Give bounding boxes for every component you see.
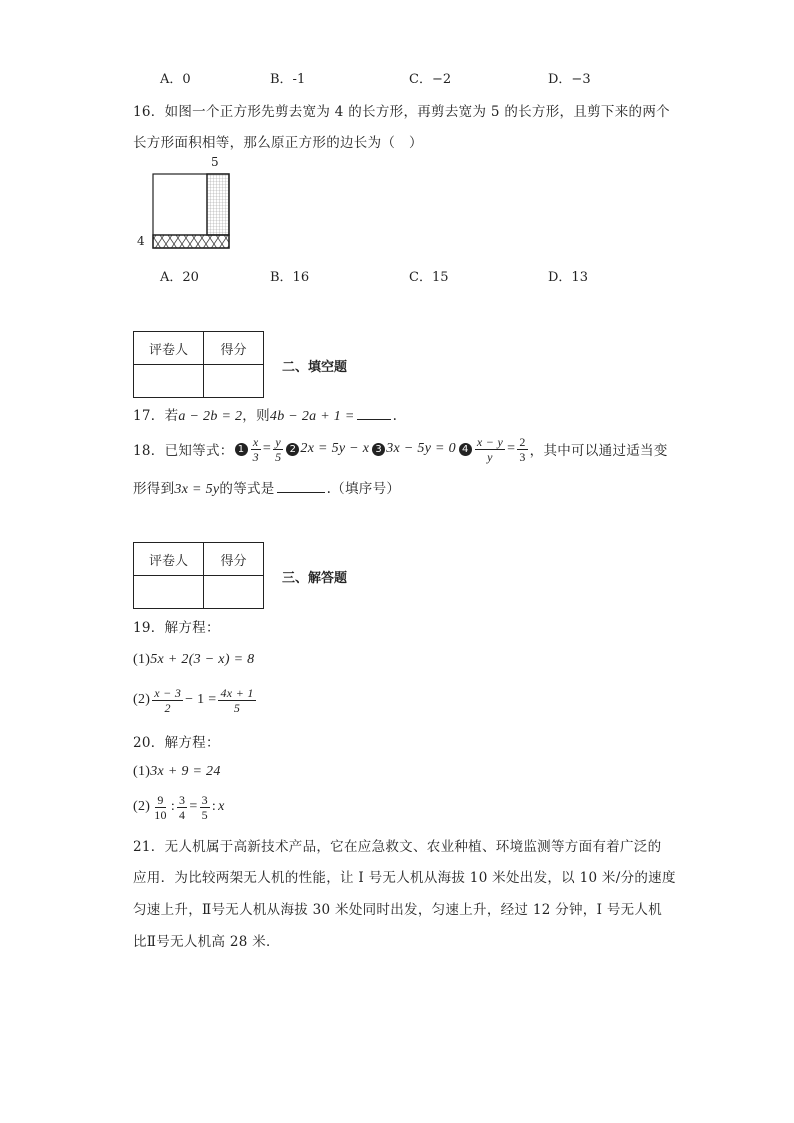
q16-option-c: C．15 bbox=[409, 270, 449, 285]
score-cell bbox=[204, 365, 264, 398]
e1-num-right: y bbox=[275, 434, 282, 449]
q16-option-a: A．20 bbox=[160, 270, 199, 285]
circled-4: 4 bbox=[459, 443, 472, 456]
q20-p1-label: (1) bbox=[133, 764, 151, 779]
q18-target-equation: 3x = 5y bbox=[174, 482, 220, 497]
q17-expression: 4b − 2a + 1 = bbox=[269, 409, 355, 424]
q18-tail: ，其中可以通过适当变 bbox=[529, 443, 668, 459]
q19-p2-den-left: 2 bbox=[164, 700, 171, 715]
q18-answer-blank bbox=[277, 482, 325, 493]
q20-part-2 bbox=[133, 790, 225, 824]
q20-p2-colon-2: : bbox=[211, 799, 217, 814]
section-3-title: 三、解答题 bbox=[282, 571, 348, 586]
q16-line-1: 16．如图一个正方形先剪去宽为 4 的长方形，再剪去宽为 5 的长方形，且剪下来的两个 bbox=[133, 104, 670, 120]
q20-p2-label: (2) bbox=[133, 799, 151, 814]
q19-part-1 bbox=[133, 651, 254, 668]
q18-line2-b: 的等式是 bbox=[219, 481, 275, 497]
q19-p2-num-left: x − 3 bbox=[154, 685, 182, 700]
q20-part-1 bbox=[133, 763, 221, 780]
q18-line2-c: .（填序号） bbox=[326, 481, 401, 497]
q19-p2-num-right: 4x + 1 bbox=[220, 685, 254, 700]
e1-num-left: x bbox=[252, 434, 259, 449]
q21-line-4: 比Ⅱ号无人机高 28 米． bbox=[133, 934, 280, 950]
q15-option-b: B．-1 bbox=[270, 72, 306, 87]
score-table-1 bbox=[133, 331, 264, 398]
q20-p2-colon-1: : bbox=[170, 799, 176, 814]
q21-line-3: 匀速上升，Ⅱ号无人机从海拔 30 米处同时出发，匀速上升，经过 12 分钟，I 号无人机 bbox=[133, 902, 663, 918]
e4-den: y bbox=[487, 449, 493, 464]
equation-3: 3x − 5y = 0 bbox=[386, 441, 456, 456]
q20-p2-d3: 5 bbox=[201, 807, 208, 822]
e4-num: x − y bbox=[476, 434, 504, 449]
q17-suffix: . bbox=[392, 408, 398, 424]
q17-mid: ，则 bbox=[242, 408, 270, 424]
q17-line bbox=[133, 404, 397, 425]
grader-header: 评卷人 bbox=[134, 332, 204, 365]
grader-header: 评卷人 bbox=[134, 543, 204, 576]
q18-line-2 bbox=[133, 477, 400, 498]
q20-p2-d2: 4 bbox=[179, 807, 186, 822]
q20-p2-equals: = bbox=[189, 799, 198, 814]
q19-part-2 bbox=[133, 683, 258, 717]
q19-p1-label: (1) bbox=[133, 652, 151, 667]
q17-answer-blank bbox=[357, 409, 391, 420]
e4-rhs-den: 3 bbox=[519, 449, 526, 464]
e4-rhs-num: 2 bbox=[519, 434, 526, 449]
q18-line-1 bbox=[133, 432, 668, 466]
q20-p2-n1: 9 bbox=[157, 792, 164, 807]
q20-p2-x: x bbox=[218, 799, 225, 814]
q19-p2-den-right: 5 bbox=[233, 700, 241, 715]
q19-p2-label: (2) bbox=[133, 692, 151, 707]
q20-p2-n3: 3 bbox=[201, 792, 208, 807]
circled-1: 1 bbox=[235, 443, 248, 456]
q16-line-2: 长方形面积相等，那么原正方形的边长为（ ） bbox=[133, 135, 423, 151]
e1-den-right: 5 bbox=[275, 449, 282, 464]
q19-p1-equation: 5x + 2(3 − x) = 8 bbox=[150, 652, 255, 667]
q20-p2-n2: 3 bbox=[179, 792, 186, 807]
q20-p1-equation: 3x + 9 = 24 bbox=[150, 764, 221, 779]
equation-2: 2x = 5y − x bbox=[300, 441, 370, 456]
q15-option-a: A．0 bbox=[160, 72, 191, 87]
q17-prefix: 17．若 bbox=[133, 408, 179, 424]
q16-option-b: B．16 bbox=[270, 270, 310, 285]
circled-3: 3 bbox=[372, 443, 385, 456]
q18-line2-a: 形得到 bbox=[133, 481, 175, 497]
figure-label-5: 5 bbox=[211, 155, 219, 169]
section-2-title: 二、填空题 bbox=[282, 360, 348, 375]
score-header: 得分 bbox=[204, 332, 264, 365]
score-header: 得分 bbox=[204, 543, 264, 576]
q18-prefix: 18．已知等式： bbox=[133, 443, 234, 459]
e1-equals: = bbox=[262, 441, 272, 456]
score-table-2 bbox=[133, 542, 264, 609]
q15-option-d: D．−3 bbox=[548, 72, 591, 87]
circled-2: 2 bbox=[286, 443, 299, 456]
q19-p2-mid: − 1 = bbox=[185, 692, 217, 707]
q21-line-1: 21．无人机属于高新技术产品，它在应急救文、农业种植、环境监测等方面有着广泛的 bbox=[133, 839, 662, 855]
q20-title: 20．解方程： bbox=[133, 735, 220, 751]
q17-condition: a − 2b = 2 bbox=[178, 409, 243, 424]
grader-cell bbox=[134, 576, 204, 609]
square-cut-figure bbox=[150, 172, 234, 252]
e1-den-left: 3 bbox=[252, 449, 259, 464]
q19-title: 19．解方程： bbox=[133, 620, 220, 636]
q21-line-2: 应用．为比较两架无人机的性能，让 I 号无人机从海拔 10 米处出发，以 10 米/分的速度 bbox=[133, 870, 676, 886]
q16-option-d: D．13 bbox=[548, 270, 588, 285]
e4-equals: = bbox=[507, 441, 516, 456]
q20-p2-d1: 10 bbox=[154, 807, 167, 822]
grader-cell bbox=[134, 365, 204, 398]
q15-option-c: C．−2 bbox=[409, 72, 452, 87]
figure-label-4: 4 bbox=[137, 234, 145, 248]
score-cell bbox=[204, 576, 264, 609]
